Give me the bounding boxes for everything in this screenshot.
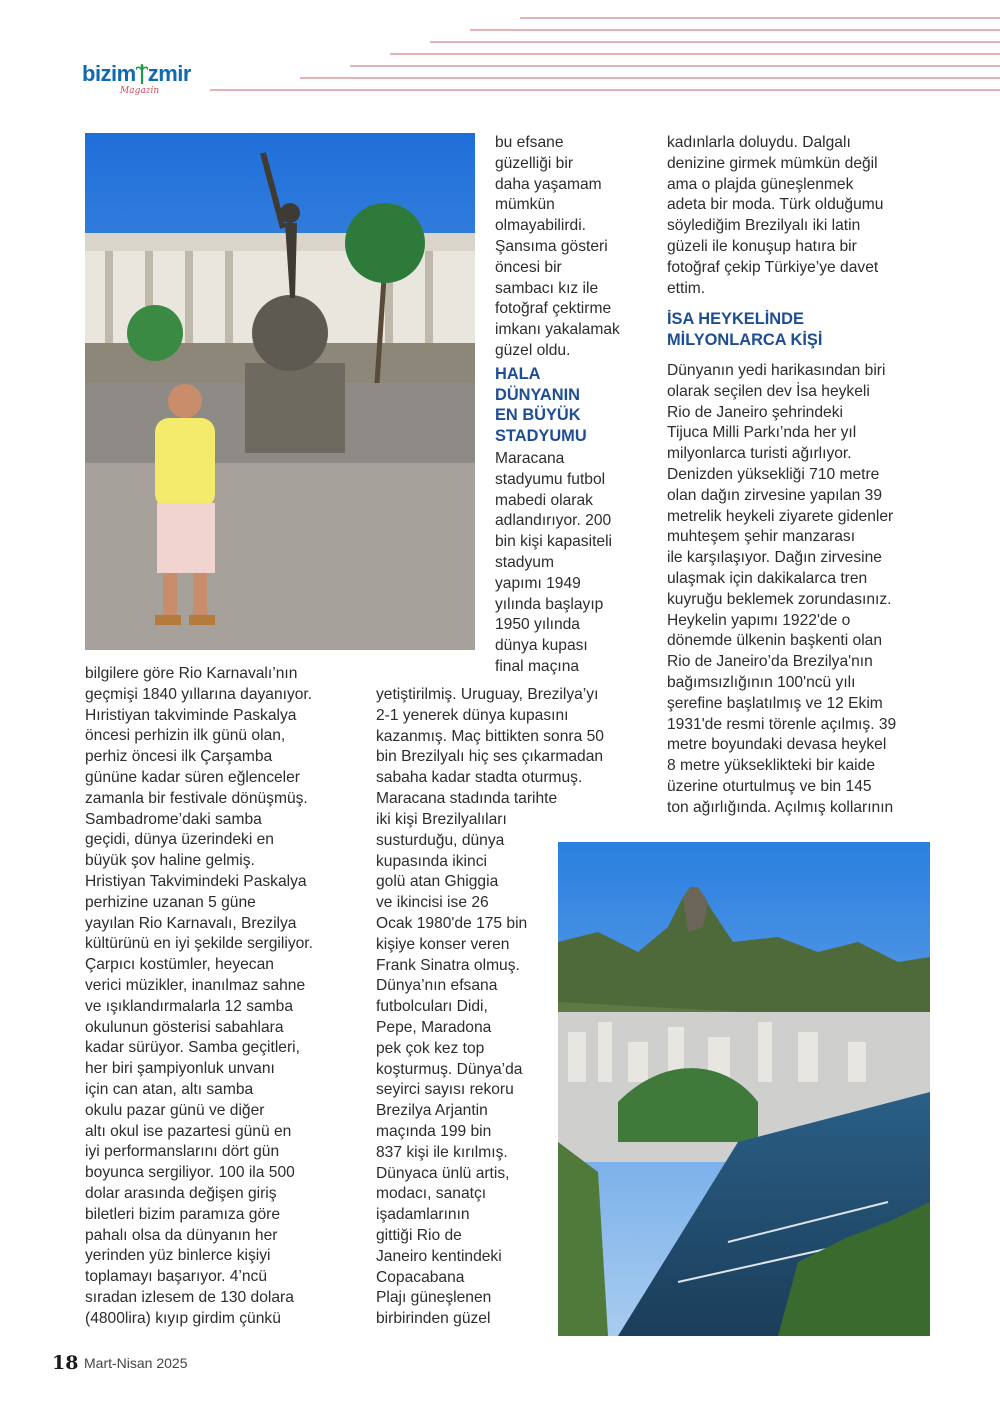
text-line: kadınlarla doluydu. Dalgalı — [667, 134, 851, 151]
text-line: bin Brezilyalı hiç ses çıkarmadan — [376, 748, 604, 766]
text-line: 2-1 yenerek dünya kupasını — [376, 706, 569, 724]
text-line: maçında 199 bin — [376, 1122, 492, 1140]
text-line: pek çok kez top — [376, 1039, 485, 1057]
text-line: iki kişi Brezilyalıları — [376, 811, 507, 828]
section-heading-line: DÜNYANIN — [495, 385, 581, 404]
text-line: mabedi olarak — [495, 491, 593, 509]
text-line: adlandırıyor. 200 — [495, 512, 612, 530]
text-line: sabaha kadar stadta oturmuş. — [376, 769, 583, 787]
text-line: kadar sürüyor. Samba geçitleri, — [85, 1039, 300, 1057]
text-line: pahalı olsa da dünyanın her — [85, 1226, 278, 1244]
text-line: seyirci sayısı rekoru — [376, 1081, 514, 1099]
text-line: büyük şov haline gelmiş. — [85, 852, 255, 870]
text-line: susturduğu, dünya — [376, 831, 505, 849]
logo-text-left: bizim — [82, 61, 136, 86]
column-2-top — [495, 133, 635, 678]
text-line: mümkün — [495, 196, 555, 214]
column-2-wide — [376, 685, 646, 810]
text-line: final maçına — [495, 657, 580, 675]
text-line: daha yaşamam — [495, 175, 602, 193]
text-line: birbirinden güzel — [376, 1310, 491, 1328]
text-line: Maracana stadında tarihte — [376, 789, 558, 807]
logo-subtitle: Magazin — [120, 86, 160, 96]
text-line: gittiği Rio de — [376, 1226, 462, 1244]
text-line: söylediğim Brezilyalı iki latin — [667, 217, 861, 235]
section-heading-line: İSA HEYKELİNDE — [667, 310, 804, 329]
text-line: dönemde ülkenin başkenti olan — [667, 632, 883, 650]
text-line: dünya kupası — [495, 637, 588, 655]
text-line: modacı, sanatçı — [376, 1185, 487, 1203]
column-1 — [85, 664, 360, 1330]
text-line: toplamayı başarıyor. 4’ncü — [85, 1268, 268, 1286]
text-line: verici müzikler, inanılmaz sahne — [85, 976, 306, 994]
text-line: Çarpıcı kostümler, heyecan — [85, 956, 274, 974]
text-line: Rio de Janeiro’da Brezilya'nın — [667, 653, 873, 671]
text-line: Sambadrome’daki samba — [85, 810, 262, 828]
text-line: adeta bir moda. Türk olduğumu — [667, 196, 884, 214]
issue-date: Mart-Nisan 2025 — [84, 1355, 188, 1371]
section-heading-line: STADYUMU — [495, 427, 587, 446]
text-line: 837 kişi ile kırılmış. — [376, 1143, 508, 1161]
text-line: yetiştirilmiş. Uruguay, Brezilya’yı — [376, 686, 599, 703]
text-line: bağımsızlığının 100'ncü yılı — [667, 673, 856, 691]
text-line: imkanı yakalamak — [495, 321, 620, 339]
text-line: öncesi bir — [495, 258, 562, 276]
text-line: Dünyaca ünlü artis, — [376, 1164, 510, 1182]
column-3 — [667, 133, 937, 819]
text-line: Dünyanın yedi harikasından biri — [667, 361, 886, 379]
text-line: Rio de Janeiro şehrindeki — [667, 403, 843, 421]
text-line: olan dağın zirvesine yapılan 39 — [667, 486, 882, 504]
text-line: muhteşem şehir manzarası — [667, 528, 856, 546]
text-line: olarak seçilen dev İsa heykeli — [667, 382, 870, 400]
photo-rio-panorama — [558, 842, 930, 1336]
text-line: her biri şampiyonluk unvanı — [85, 1060, 275, 1078]
text-line: Maracana — [495, 449, 565, 467]
text-line: güzel oldu. — [495, 341, 571, 359]
text-line: 1931'de resmi törenle açılmış. 39 — [667, 715, 897, 733]
text-line: Plajı güneşlenen — [376, 1289, 492, 1307]
text-line: golü atan Ghiggia — [376, 873, 499, 891]
text-line: kişiye konser veren — [376, 935, 510, 953]
column-2-bottom — [376, 810, 554, 1330]
photo-stadium-statue — [85, 133, 475, 650]
text-line: üzerine oturtulmuş ve bin 145 — [667, 777, 872, 795]
text-line: iyi performanslarını dört gün — [85, 1143, 280, 1161]
text-line: kazanmış. Maç bittikten sonra 50 — [376, 727, 604, 745]
text-line: Pepe, Maradona — [376, 1018, 492, 1036]
text-line: Frank Sinatra olmuş. — [376, 956, 520, 974]
text-line: geçidi, dünya üzerindeki en — [85, 831, 274, 849]
text-line: (4800lira) kıyıp girdim çünkü — [85, 1309, 281, 1327]
text-line: bu efsane — [495, 134, 564, 151]
text-line: Denizden yüksekliği 710 metre — [667, 465, 880, 483]
section-heading-line: EN BÜYÜK — [495, 406, 581, 425]
heading-isa — [667, 309, 937, 351]
text-line: okulu pazar günü ve diğer — [85, 1101, 265, 1119]
text-line: yapımı 1949 — [495, 574, 581, 592]
text-line: altı okul ise pazartesi günü en — [85, 1122, 292, 1140]
text-line: Hıristiyan takviminde Paskalya — [85, 706, 297, 724]
text-line: Janeiro kentindeki — [376, 1247, 502, 1265]
text-line: metre boyundaki devasa heykel — [667, 736, 887, 754]
text-line: boyunca sergiliyor. 100 ila 500 — [85, 1164, 295, 1182]
text-line: kupasında ikinci — [376, 852, 487, 870]
text-line: öncesi perhizin ilk günü olan, — [85, 727, 286, 745]
text-line: stadyum — [495, 553, 554, 571]
text-line: zamanla bir festivale dönüşmüş. — [85, 789, 308, 807]
text-line: 1950 yılında — [495, 616, 580, 634]
text-line: fotoğraf çekip Türkiye’ye davet — [667, 258, 879, 276]
text-line: perhiz öncesi ilk Çarşamba — [85, 748, 273, 766]
text-line: Ocak 1980'de 175 bin — [376, 914, 528, 932]
text-line: ile karşılaşıyor. Dağın zirvesine — [667, 549, 882, 567]
text-line: Dünya’nın efsana — [376, 977, 498, 995]
text-line: ve ikincisi ise 26 — [376, 894, 489, 912]
text-line: ettim. — [667, 279, 706, 297]
palm-tree-icon — [136, 62, 148, 84]
text-line: Hristiyan Takvimindeki Paskalya — [85, 872, 307, 890]
text-line: metrelik heykeli ziyarete gidenler — [667, 507, 894, 525]
text-line: sıradan izlesem de 130 dolara — [85, 1288, 294, 1306]
text-line: yılında başlayıp — [495, 595, 604, 613]
text-line: denizine girmek mümkün değil — [667, 154, 878, 172]
section-heading-line: HALA — [495, 364, 541, 383]
text-line: için can atan, altı samba — [85, 1080, 254, 1098]
text-line: futbolcuları Didi, — [376, 998, 488, 1016]
page-number: 18 — [52, 1352, 79, 1374]
text-line: okulunun gösterisi sabahlara — [85, 1018, 284, 1036]
text-line: stadyumu futbol — [495, 470, 606, 488]
heading-stadium — [495, 364, 635, 447]
text-line: fotoğraf çektirme — [495, 300, 612, 318]
section-heading-line: MİLYONLARCA KİŞİ — [667, 331, 823, 350]
text-line: Şansıma gösteri — [495, 237, 608, 255]
text-line: yerinden yüz binlerce kişiyi — [85, 1247, 271, 1265]
text-line: ama o plajda güneşlenmek — [667, 175, 854, 193]
logo-text-right: zmir — [147, 61, 191, 86]
text-line: ve ışıklandırmalarla 12 samba — [85, 997, 294, 1015]
text-line: biletleri bizim paramıza göre — [85, 1205, 280, 1223]
text-line: kuyruğu beklemek zorundasınız. — [667, 590, 892, 608]
text-line: 8 metre yükseklikteki bir kaide — [667, 757, 875, 775]
text-line: dolar arasında değişen giriş — [85, 1184, 277, 1202]
text-line: Brezilya Arjantin — [376, 1102, 488, 1120]
text-line: güzeli ile konuşup hatıra bir — [667, 237, 857, 255]
text-line: bin kişi kapasiteli — [495, 533, 613, 551]
text-line: Copacabana — [376, 1268, 465, 1286]
text-line: bilgilere göre Rio Karnavalı’nın — [85, 665, 298, 682]
text-line: ulaşmak için dakikalarca tren — [667, 569, 868, 587]
text-line: koşturmuş. Dünya’da — [376, 1060, 523, 1078]
text-line: perhizine uzanan 5 güne — [85, 893, 256, 911]
text-line: şerefine başlatılmış ve 12 Ekim — [667, 694, 883, 712]
text-line: Heykelin yapımı 1922'de o — [667, 611, 851, 629]
brand-logo — [82, 61, 191, 96]
text-line: sambacı kız ile — [495, 279, 599, 297]
text-line: yayılan Rio Karnavalı, Brezilya — [85, 914, 297, 932]
text-line: güzelliği bir — [495, 154, 574, 172]
text-line: geçmişi 1840 yıllarına dayanıyor. — [85, 685, 313, 703]
text-line: kültürünü en iyi şekilde sergiliyor. — [85, 935, 313, 953]
text-line: ton ağırlığında. Açılmış kollarının — [667, 798, 894, 816]
text-line: olmayabilirdi. — [495, 217, 586, 235]
text-line: işadamlarının — [376, 1206, 470, 1224]
text-line: gününe kadar süren eğlenceler — [85, 768, 301, 786]
text-line: milyonlarca turisti ağırlıyor. — [667, 445, 852, 463]
text-line: Tijuca Milli Parkı’nda her yıl — [667, 424, 857, 442]
